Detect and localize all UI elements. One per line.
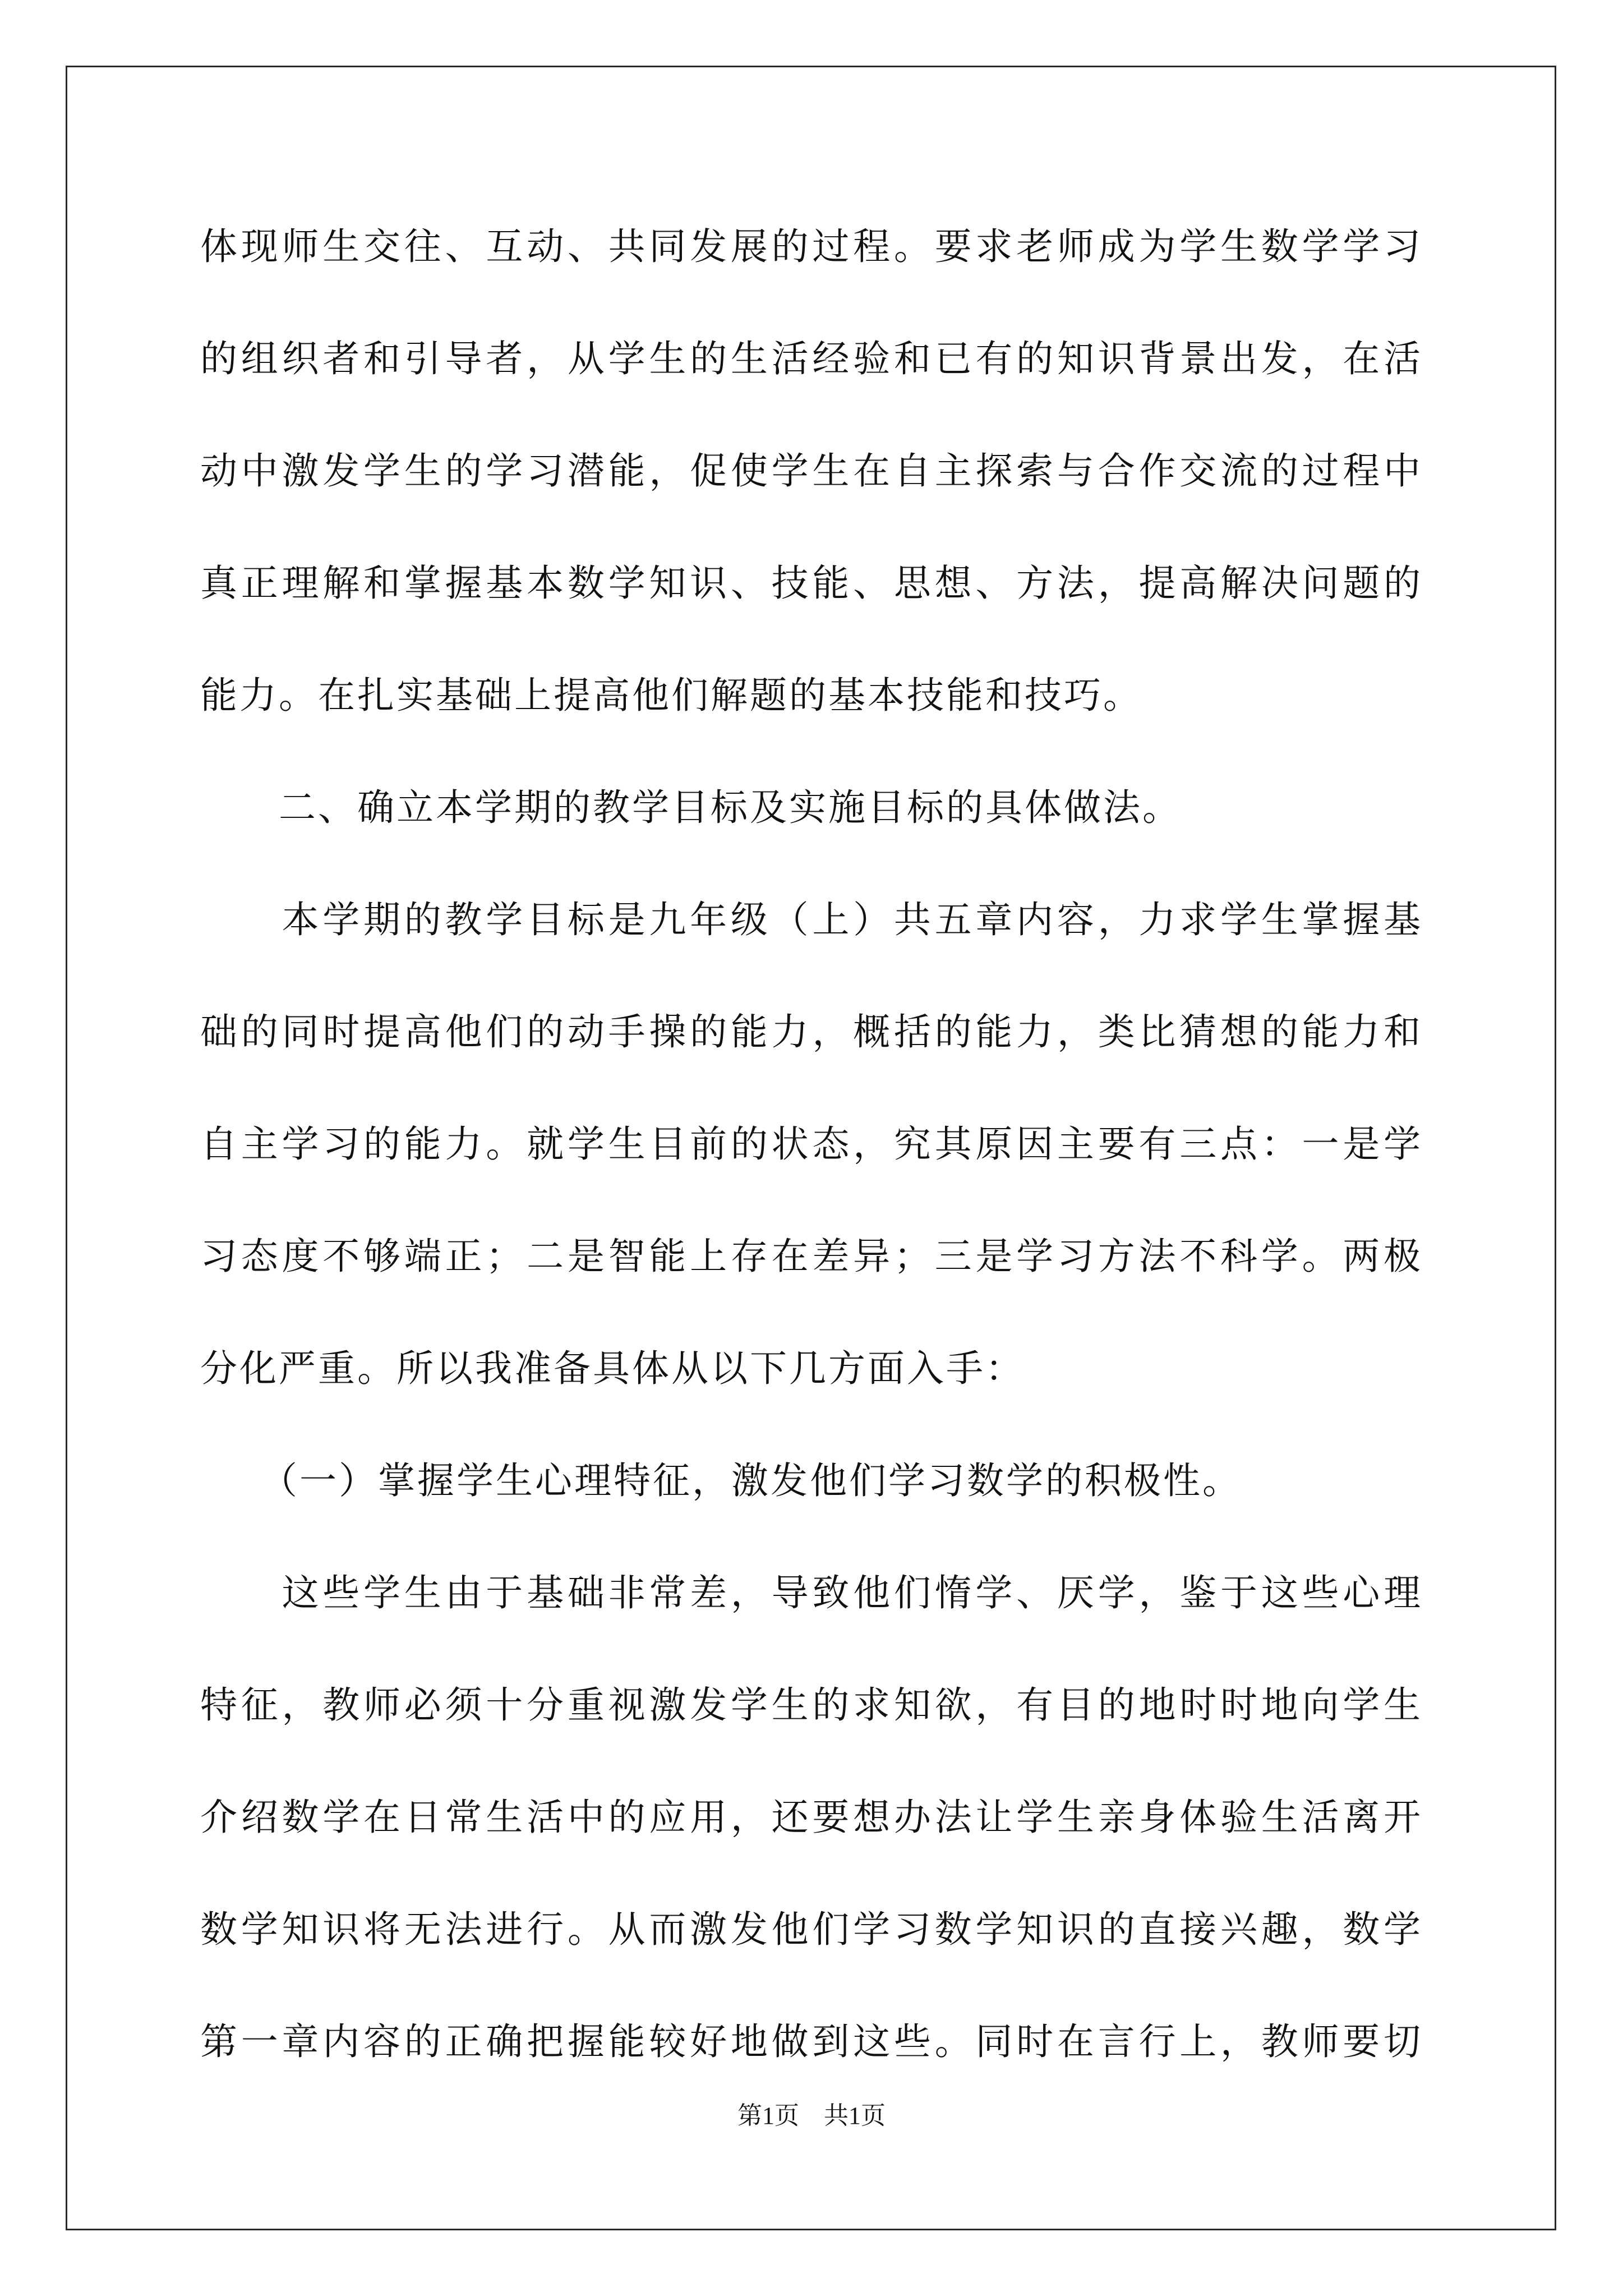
text-line: 数学知识将无法进行。从而激发他们学习数学知识的直接兴趣，数学 xyxy=(200,1908,1423,1951)
text-line: 第一章内容的正确把握能较好地做到这些。同时在言行上，教师要切 xyxy=(200,2020,1423,2063)
text-line: 动中激发学生的学习潜能，促使学生在自主探索与合作交流的过程中 xyxy=(200,449,1423,493)
text-line: 自主学习的能力。就学生目前的状态，究其原因主要有三点：一是学 xyxy=(200,1122,1423,1166)
text-line: 础的同时提高他们的动手操的能力，概括的能力，类比猜想的能力和 xyxy=(200,1010,1423,1053)
text-line: 习态度不够端正；二是智能上存在差异；三是学习方法不科学。两极 xyxy=(200,1235,1423,1278)
text-line: 本学期的教学目标是九年级（上）共五章内容，力求学生掌握基 xyxy=(200,898,1423,941)
text-line: 这些学生由于基础非常差，导致他们惰学、厌学，鉴于这些心理 xyxy=(200,1571,1423,1614)
subsection-heading: （一）掌握学生心理特征，激发他们学习数学的积极性。 xyxy=(200,1459,1242,1502)
section-heading: 二、确立本学期的教学目标及实施目标的具体做法。 xyxy=(200,786,1182,829)
page-number-footer: 第1页 共1页 xyxy=(737,2102,886,2129)
text-line: 分化严重。所以我准备具体从以下几方面入手： xyxy=(200,1347,1025,1390)
text-line: 体现师生交往、互动、共同发展的过程。要求老师成为学生数学学习 xyxy=(200,225,1423,268)
text-line: 介绍数学在日常生活中的应用，还要想办法让学生亲身体验生活离开 xyxy=(200,1796,1423,1839)
text-line: 能力。在扎实基础上提高他们解题的基本技能和技巧。 xyxy=(200,674,1142,717)
text-line: 的组织者和引导者，从学生的生活经验和已有的知识背景出发，在活 xyxy=(200,337,1423,380)
text-line: 真正理解和掌握基本数学知识、技能、思想、方法，提高解决问题的 xyxy=(200,562,1423,605)
text-line: 特征，教师必须十分重视激发学生的求知欲，有目的地时时地向学生 xyxy=(200,1683,1423,1727)
